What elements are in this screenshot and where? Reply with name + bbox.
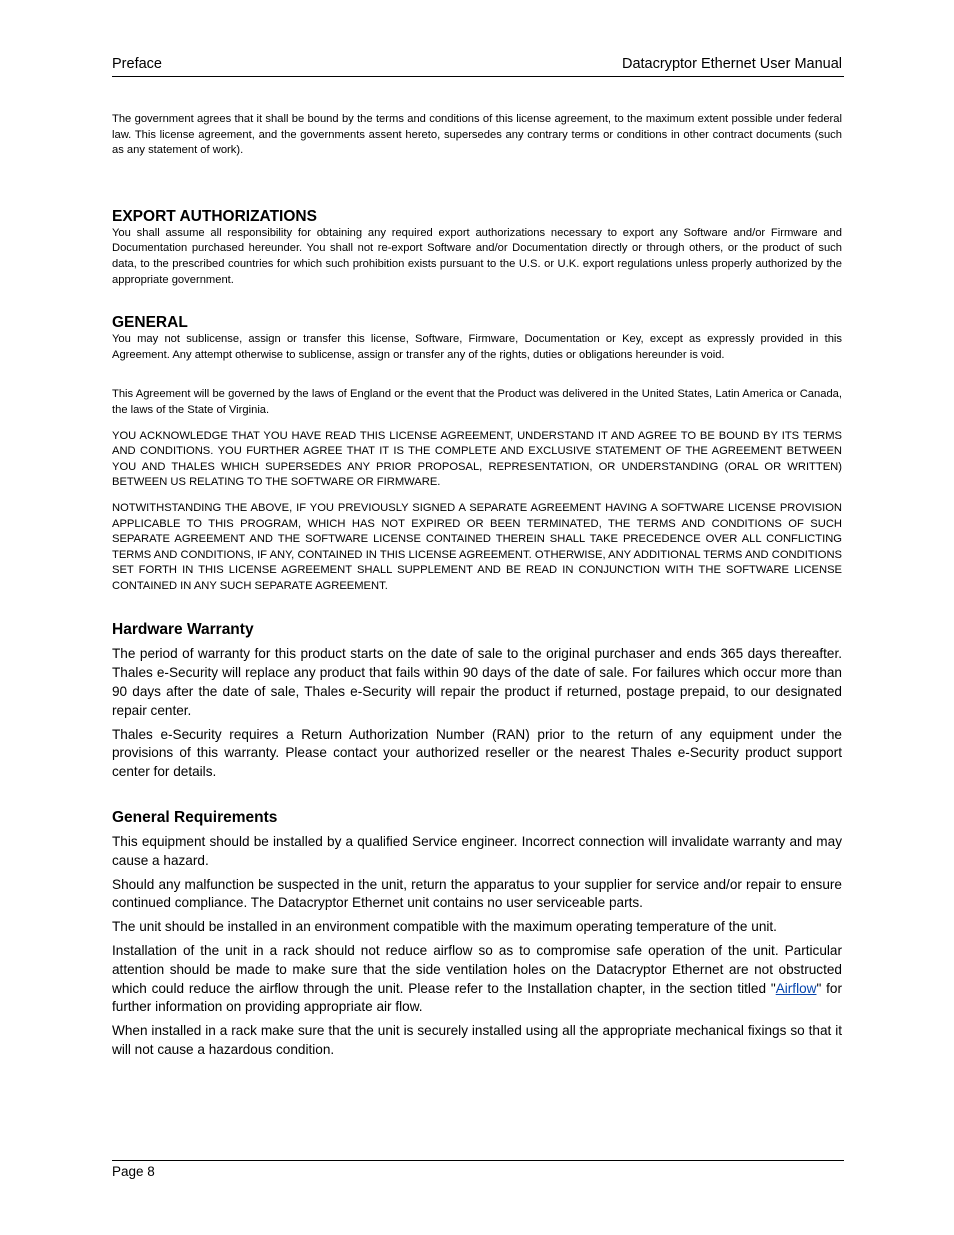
page-header bbox=[112, 56, 844, 77]
general-paragraph-4: NOTWITHSTANDING THE ABOVE, IF YOU PREVIOUSLY SIGNED A SEPARATE AGREEMENT HAVING A SOFTWARE LICENSE PROVISION APPLICABLE TO THIS PROGRAM, WHICH HAS NOT EXPIRED OR BEEN TERMINATED, THE TERMS AND CONDITIONS OF SUCH SEPARATE AGREEMENT AND THE SOFTWARE LICENSE CONTAINED THEREIN SHALL TAKE PRECEDENCE OVER ALL CONFLICTING TERMS AND CONDITIONS, IF ANY, CONTAINED IN THIS LICENSE AGREEMENT. OTHERWISE, ANY ADDITIONAL TERMS AND CONDITIONS SET FORTH IN THIS LICENSE AGREEMENT SHALL SUPPLEMENT AND BE READ IN CONJUNCTION WITH THE SOFTWARE LICENSE CONTAINED IN ANY SUCH SEPARATE AGREEMENT. bbox=[112, 501, 842, 592]
general-paragraph-1: You may not sublicense, assign or transfer this license, Software, Firmware, Documentation or Key, except as expressly provided in this Agreement. Any attempt otherwise to sublicense, assign or transfer any of the rights, duties or obligations hereunder is void. bbox=[112, 333, 842, 361]
intro-paragraph: The government agrees that it shall be bound by the terms and conditions of this license agreement, to the maximum extent possible under federal law. This license agreement, and the governments assent hereto, supersedes any contrary terms or conditions in other contract documents (such as any statement of work). bbox=[112, 113, 842, 157]
export-paragraph: You shall assume all responsibility for obtaining any required export authorizations necessary to export any Software and/or Firmware and Documentation purchased hereunder. You shall not re-export Software and/or Documentation directly or through others, or the product of such data, to the prescribed countries for which such prohibition exists pursuant to the U.S. or U.K. export regulations unless properly authorized by the appropriate government. bbox=[112, 226, 842, 286]
header-section-title: Preface bbox=[112, 56, 162, 72]
export-heading: EXPORT AUTHORIZATIONS bbox=[112, 207, 317, 225]
warranty-paragraph-2: Thales e-Security requires a Return Authorization Number (RAN) prior to the return of any equipment under the provisions of this warranty. Please contact your authorized reseller or the nearest Thales e-Security product support center for details. bbox=[112, 726, 842, 780]
requirements-paragraph-2: Should any malfunction be suspected in the unit, return the apparatus to your supplier for service and/or repair to ensure continued compliance. The Datacryptor Ethernet unit contains no user serviceable parts. bbox=[112, 876, 842, 911]
page-number: Page 8 bbox=[112, 1164, 155, 1179]
requirements-paragraph-1: This equipment should be installed by a qualified Service engineer. Incorrect connection will invalidate warranty and may cause a hazard. bbox=[112, 834, 842, 868]
general-paragraph-2: This Agreement will be governed by the laws of England or the event that the Product was delivered in the United States, Latin America or Canada, the laws of the State of Virginia. bbox=[112, 388, 842, 416]
requirements-paragraph-5: When installed in a rack make sure that the unit is securely installed using all the appropriate mechanical fixings so that it will not cause a hazardous condition. bbox=[112, 1023, 842, 1058]
general-heading: GENERAL bbox=[112, 314, 188, 332]
requirements-paragraph-4 bbox=[112, 942, 842, 1017]
hardware-warranty-heading: Hardware Warranty bbox=[112, 621, 254, 639]
page-content bbox=[112, 112, 842, 1060]
warranty-paragraph-1: The period of warranty for this product starts on the date of sale to the original purchaser and ends 365 days thereafter. Thales e-Security will replace any product that fails within 90 days of the date of sale. For failures which occur more than 90 days after the date of sale, Thales e-Security will repair the product if returned, postage prepaid, to our designated repair center. bbox=[112, 646, 842, 718]
page-footer bbox=[112, 1160, 844, 1179]
requirements-paragraph-3: The unit should be installed in an environment compatible with the maximum operating temperature of the unit. bbox=[112, 919, 777, 935]
general-requirements-heading: General Requirements bbox=[112, 809, 278, 827]
requirements-p4-text-after: " for further information on providing appropriate air flow. bbox=[112, 980, 842, 1015]
requirements-p4-text-before: Installation of the unit in a rack should not reduce airflow so as to compromise safe operation of the unit. Particular attention should be made to make sure that the side ventilation holes on the Datacryptor Ethernet are not obstructed which could reduce the airflow through the unit. Please refer to the Installation chapter, in the section titled " bbox=[112, 943, 842, 996]
header-document-title: Datacryptor Ethernet User Manual bbox=[621, 56, 842, 72]
general-paragraph-3: YOU ACKNOWLEDGE THAT YOU HAVE READ THIS LICENSE AGREEMENT, UNDERSTAND IT AND AGREE TO BE BOUND BY ITS TERMS AND CONDITIONS. YOU FURTHER AGREE THAT IT IS THE COMPLETE AND EXCLUSIVE STATEMENT OF THE AGREEMENT BETWEEN YOU AND THALES WHICH SUPERSEDES ANY PRIOR PROPOSAL, REPRESENTATION, OR UNDERSTANDING (ORAL OR WRITTEN) BETWEEN US RELATING TO THE SOFTWARE OR FIRMWARE. bbox=[112, 429, 842, 489]
airflow-link[interactable]: Airflow bbox=[775, 980, 817, 996]
